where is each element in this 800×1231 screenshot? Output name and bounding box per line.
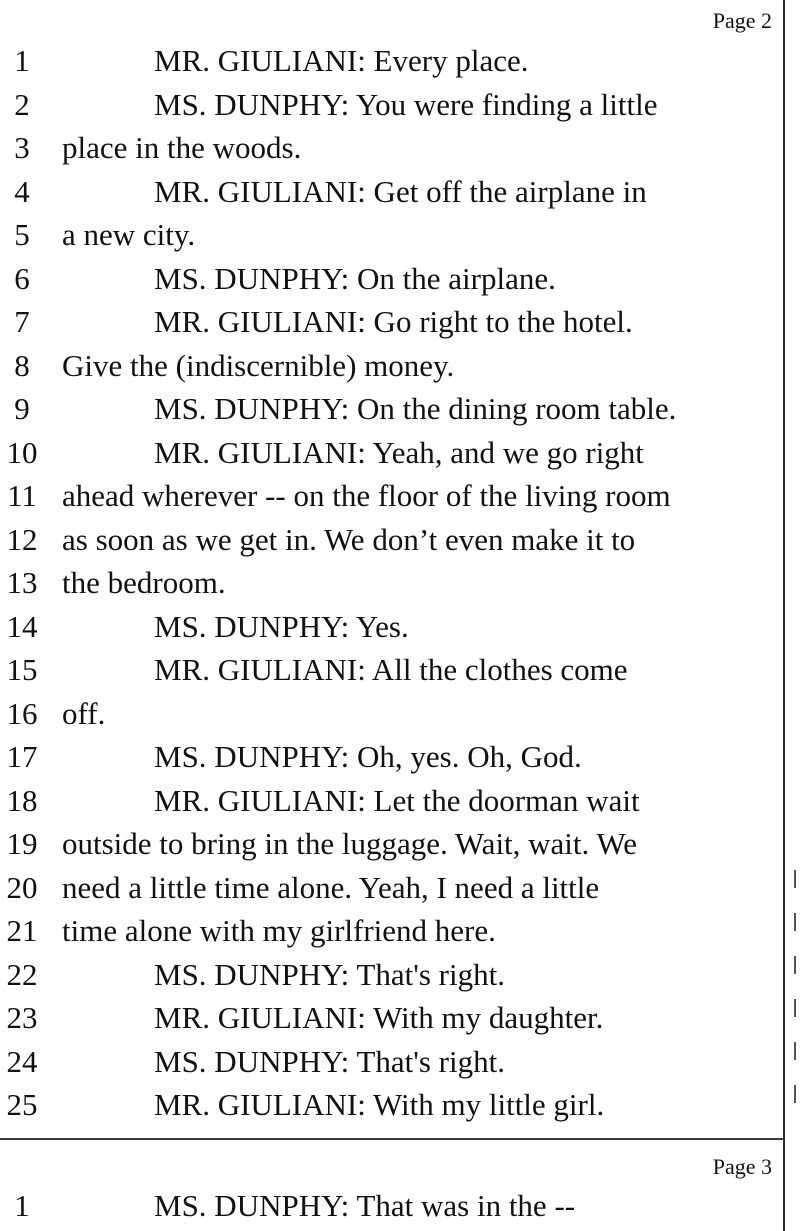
line-text: MS. DUNPHY: On the dining room table. bbox=[154, 391, 677, 426]
line-number: 1 bbox=[14, 1188, 30, 1223]
transcript-line bbox=[0, 257, 800, 300]
line-number: 20 bbox=[6, 869, 38, 905]
line-number: 8 bbox=[14, 347, 30, 383]
line-text: outside to bring in the luggage. Wait, wait. We bbox=[62, 826, 638, 861]
transcript-line bbox=[0, 1083, 800, 1126]
line-number: 6 bbox=[14, 260, 30, 296]
line-text: MR. GIULIANI: Go right to the hotel. bbox=[154, 304, 633, 339]
line-number: 24 bbox=[6, 1043, 38, 1079]
adjacent-page-edge-marks bbox=[794, 870, 800, 1128]
transcript-line bbox=[0, 431, 800, 474]
line-number: 14 bbox=[6, 608, 38, 644]
transcript-line bbox=[0, 1184, 800, 1227]
line-number: 19 bbox=[6, 826, 38, 861]
transcript-line bbox=[0, 692, 800, 735]
transcript-line bbox=[0, 518, 800, 561]
line-text: MS. DUNPHY: On the airplane. bbox=[154, 260, 556, 296]
line-number: 10 bbox=[6, 434, 38, 470]
transcript-line bbox=[0, 344, 800, 387]
page-2-label: Page 2 bbox=[712, 8, 772, 33]
transcript-line bbox=[0, 866, 800, 909]
line-text: as soon as we get in. We don’t even make it to bbox=[62, 521, 636, 557]
line-text: MR. GIULIANI: With my little girl. bbox=[154, 1087, 605, 1122]
line-text: ahead wherever -- on the floor of the living room bbox=[62, 478, 671, 513]
line-number: 11 bbox=[7, 478, 37, 513]
line-text: MS. DUNPHY: That's right. bbox=[154, 956, 505, 992]
transcript-line bbox=[0, 648, 800, 691]
transcript-line bbox=[0, 996, 800, 1039]
line-text: MR. GIULIANI: With my daughter. bbox=[154, 1000, 604, 1035]
line-text: MR. GIULIANI: Yeah, and we go right bbox=[154, 434, 644, 470]
transcript-line bbox=[0, 1040, 800, 1083]
transcript-line bbox=[0, 822, 800, 865]
transcript-line bbox=[0, 953, 800, 996]
transcript-line bbox=[0, 126, 800, 169]
transcript-line bbox=[0, 170, 800, 213]
line-number: 15 bbox=[6, 652, 38, 687]
line-text: MS. DUNPHY: That was in the -- bbox=[154, 1188, 576, 1223]
transcript-line bbox=[0, 561, 800, 604]
line-text: MS. DUNPHY: Oh, yes. Oh, God. bbox=[154, 739, 582, 774]
line-number: 12 bbox=[6, 521, 38, 557]
line-number: 2 bbox=[14, 86, 30, 122]
transcript-line bbox=[0, 213, 800, 256]
line-number: 7 bbox=[14, 304, 30, 339]
line-text: MR. GIULIANI: All the clothes come bbox=[154, 652, 628, 687]
line-text: off. bbox=[62, 695, 106, 731]
transcript-line bbox=[0, 83, 800, 126]
page-break-divider bbox=[0, 1138, 785, 1140]
transcript-line bbox=[0, 779, 800, 822]
page-3-label: Page 3 bbox=[712, 1154, 772, 1179]
line-text: the bedroom. bbox=[62, 565, 226, 600]
transcript-line bbox=[0, 387, 800, 430]
line-number: 23 bbox=[6, 1000, 38, 1035]
transcript-line bbox=[0, 300, 800, 343]
transcript-line bbox=[0, 909, 800, 952]
line-text: a new city. bbox=[62, 217, 196, 252]
line-number: 5 bbox=[14, 217, 30, 252]
line-number: 21 bbox=[6, 913, 38, 948]
line-number: 13 bbox=[6, 565, 38, 600]
line-number: 9 bbox=[14, 391, 30, 426]
transcript-line bbox=[0, 735, 800, 778]
line-text: MS. DUNPHY: That's right. bbox=[154, 1043, 505, 1079]
line-number: 22 bbox=[6, 956, 38, 992]
transcript-line bbox=[0, 474, 800, 517]
line-text: need a little time alone. Yeah, I need a little bbox=[62, 869, 600, 905]
line-text: Give the (indiscernible) money. bbox=[62, 347, 455, 383]
line-text: MR. GIULIANI: Let the doorman wait bbox=[154, 782, 640, 818]
line-text: MS. DUNPHY: Yes. bbox=[154, 608, 409, 644]
line-text: time alone with my girlfriend here. bbox=[62, 913, 496, 948]
line-number: 18 bbox=[6, 782, 38, 818]
line-text: MS. DUNPHY: You were finding a little bbox=[154, 86, 658, 122]
line-number: 3 bbox=[14, 130, 30, 165]
line-number: 4 bbox=[14, 173, 30, 209]
line-number: 16 bbox=[6, 695, 38, 731]
transcript-line bbox=[0, 605, 800, 648]
line-text: MR. GIULIANI: Get off the airplane in bbox=[154, 173, 647, 209]
line-text: MR. GIULIANI: Every place. bbox=[154, 43, 529, 78]
line-text: place in the woods. bbox=[62, 130, 302, 165]
line-number: 17 bbox=[6, 739, 38, 774]
line-number: 1 bbox=[14, 43, 30, 78]
line-number: 25 bbox=[6, 1087, 38, 1122]
transcript-line bbox=[0, 39, 800, 82]
